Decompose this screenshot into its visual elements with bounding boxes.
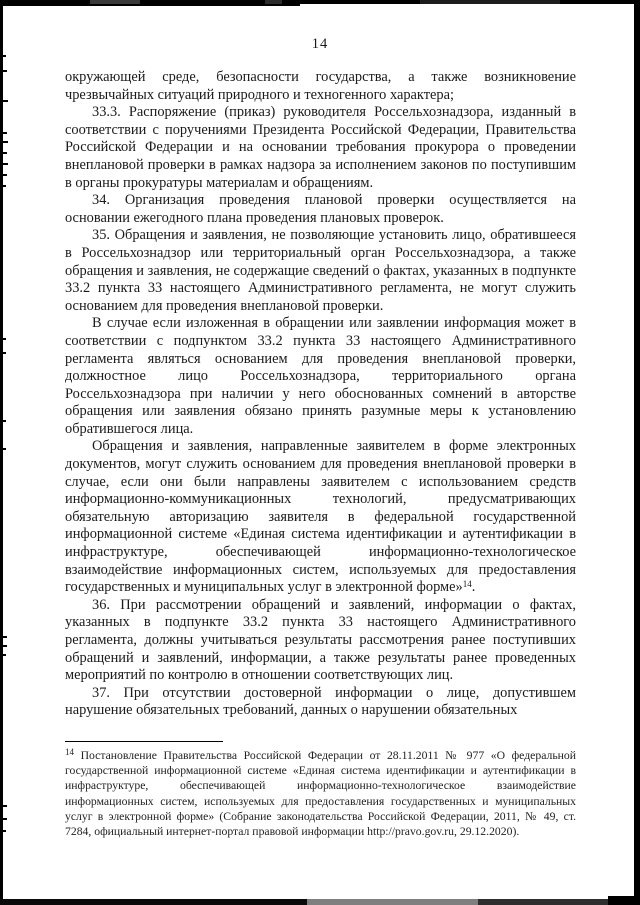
scan-speck (3, 830, 6, 832)
scan-speck (3, 448, 6, 450)
scan-speck (3, 100, 8, 102)
scan-speck (3, 338, 6, 340)
scan-speck (3, 174, 7, 176)
scan-artifact-bottom-right-corner (608, 896, 640, 905)
paragraph-36: 36. При рассмотрении обращений и заявлений, информации о фактах, указанных в подпункте 33.2 пункта 33 настоящего Административного регламента, должны учитываться результаты рассмотрения ранее поступивших обращений и заявлений, информации, а также результаты ранее проведенных мероприятий по контролю в отношении соответствующих лиц. (65, 596, 576, 684)
paragraph-electronic-appeals (65, 438, 576, 596)
scan-speck (3, 352, 6, 354)
paragraph-authorship-verification: В случае если изложенная в обращении или заявлении информация может в соответствии с подпунктом 33.2 пункта 33 настоящего Административного регламента являться основанием для проведения внеплановой проверки, должностное лицо Россельхознадзора, территориального органа Россельхознадзора при наличии у него обоснованных сомнений в авторстве обращения или заявления обязано принять разумные меры к установлению обратившегося лица. (65, 315, 576, 437)
scan-speck (3, 805, 7, 807)
scan-artifact-right-edge (634, 0, 640, 905)
paragraph-33-3: 33.3. Распоряжение (приказ) руководителя Россельхознадзора, изданный в соответствии с поручениями Президента Российской Федерации, Правительства Российской Федерации и на основании требования прокурора о проведении внеплановой проверки в рамках надзора за исполнением законов по поступившим в органы прокуратуры материалам и обращениям. (65, 104, 576, 191)
scan-speck (3, 654, 6, 656)
paragraph-35: 35. Обращения и заявления, не позволяющие установить лицо, обратившееся в Россельхознадзор или территориальный орган Россельхознадзора, а также обращения и заявления, не содержащие сведений о фактах, указанных в подпункте 33.2 пункта 33 настоящего Административного регламента, не могут служить основанием для проведения внеплановой проверки. (65, 227, 576, 314)
scan-speck (3, 141, 8, 143)
paragraph-34: 34. Организация проведения плановой проверки осуществляется на основании ежегодного плана проведения плановых проверок. (65, 192, 576, 226)
document-body (65, 69, 576, 720)
scan-speck (3, 152, 7, 154)
scan-artifact-top-edge-thick (0, 4, 300, 6)
scan-speck (3, 132, 7, 134)
scan-speck (3, 55, 6, 57)
scan-speck (3, 163, 8, 165)
paragraph-electronic-appeals-text: Обращения и заявления, направленные заявителем в форме электронных документов, могут служить основанием для проведения внеплановой проверки в случае, если они были направлены заявителем с использованием средств информационно-коммуникационных технологий, предусматривающих обязательную авторизацию заявителя в федеральной государственной информационной системе «Единая система идентификации и аутентификации в инфраструктуре, обеспечивающей информационно-технологическое взаимодействие информационных систем, используемых для предоставления государственных и муниципальных услуг в электронной форме» (65, 438, 576, 596)
scan-artifact-left-edge (0, 0, 3, 905)
paragraph-electronic-appeals-tail: . (471, 579, 476, 596)
scan-speck (3, 645, 7, 647)
page-number: 14 (311, 36, 329, 52)
scan-speck (3, 420, 6, 422)
footnote-marker: 14 (65, 747, 74, 757)
scan-speck (3, 636, 7, 638)
scan-speck (3, 818, 7, 820)
paragraph-37: 37. При отсутствии достоверной информации о лице, допустившем нарушение обязательных требований, данных о нарушении обязательных (65, 684, 576, 719)
scan-speck (3, 70, 7, 72)
footnote-14 (65, 748, 576, 839)
footnote-text: Постановление Правительства Российской Федерации от 28.11.2011 № 977 «О федеральной государственной информационной системе «Единая система идентификации и аутентификации в инфраструктуре, обеспечивающей информационно-технологическое взаимодействие информационных систем, используемых для предоставления государственных и муниципальных услуг в электронной форме» (Собрание законодательства Российской Федерации, 2011, № 49, ст. 7284, официальный интернет-портал правовой информации http://pravo.gov.ru, 29.12.2020). (65, 749, 576, 839)
scan-artifact-bottom-edge (0, 899, 640, 905)
paragraph-environment-continuation: окружающей среде, безопасности государства, а также возникновение чрезвычайных ситуаций природного и техногенного характера; (65, 69, 576, 103)
footnote-separator-rule (65, 741, 223, 742)
footnote-reference-14: 14 (462, 579, 472, 590)
scan-speck (3, 185, 6, 187)
